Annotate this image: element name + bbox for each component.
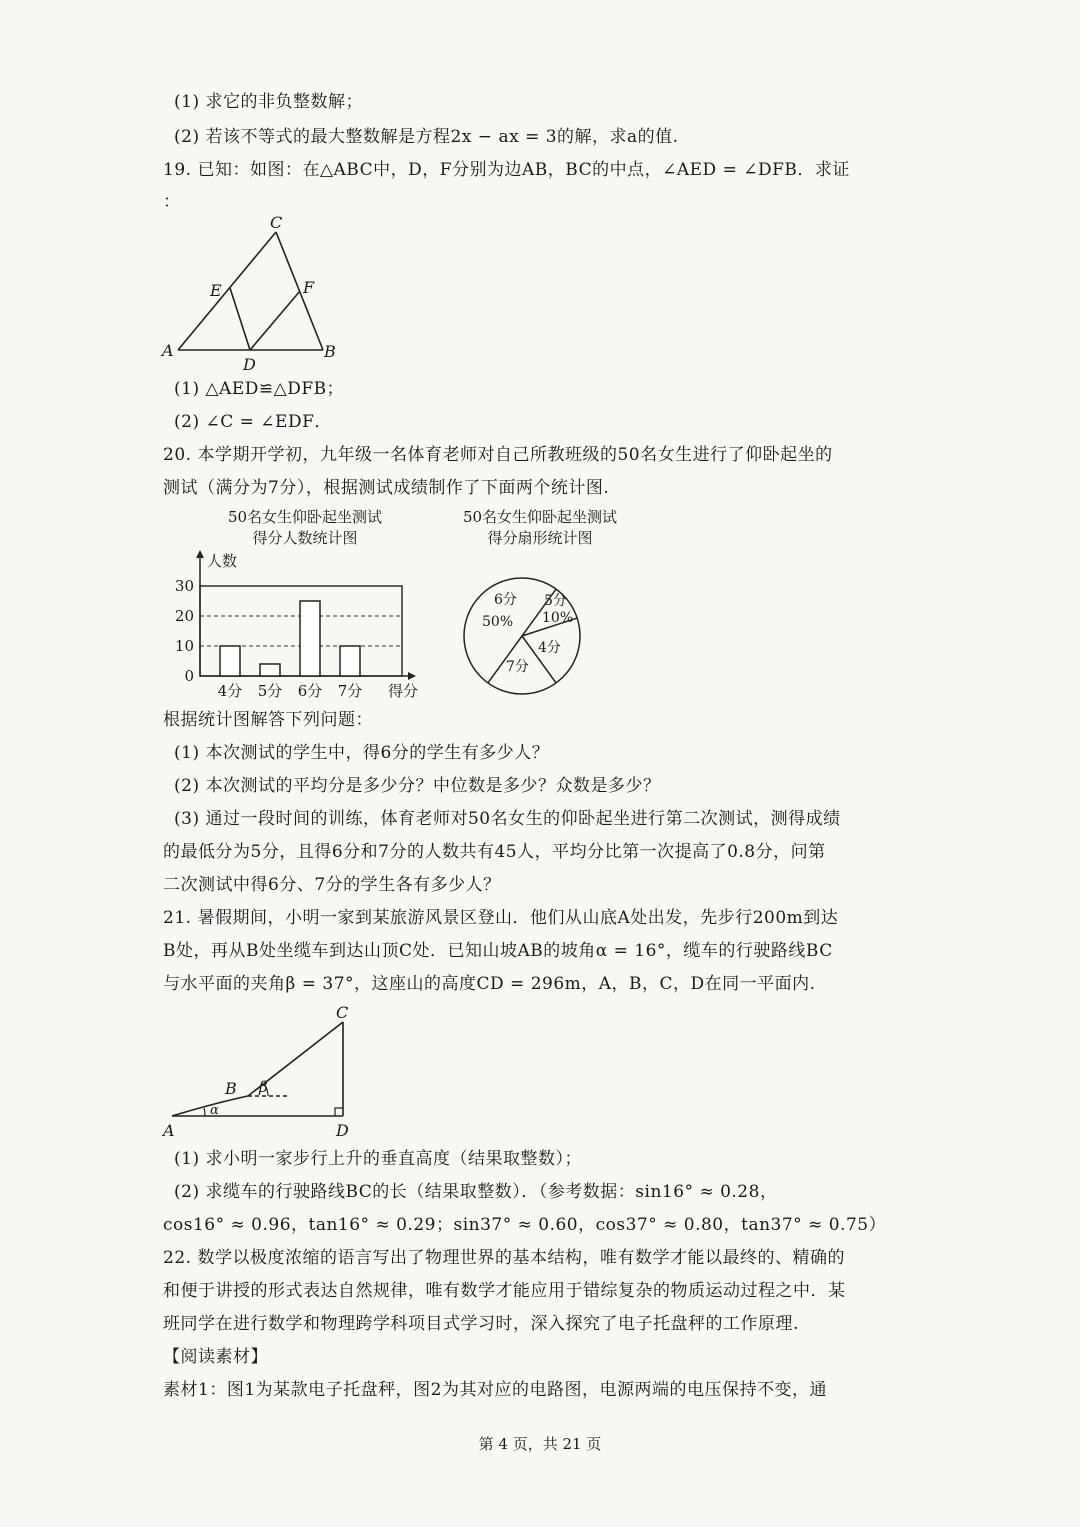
- slice-4-label: 4分: [538, 640, 561, 656]
- pie-chart-title: 50名女生仰卧起坐测试 得分扇形统计图: [462, 508, 618, 547]
- slice-7-label: 7分: [506, 659, 529, 675]
- label-a: A: [162, 341, 174, 360]
- q21-stem-2: B处，再从B处坐缆车到达山顶C处．已知山坡AB的坡角α = 16°，缆车的行驶路线BC: [163, 941, 833, 961]
- slice-5-percent: 10%: [542, 610, 574, 626]
- q20-part3-2: 的最低分为5分，且得6分和7分的人数共有45人，平均分比第一次提高了0.8分，问第: [163, 842, 826, 862]
- label-c: C: [270, 213, 283, 232]
- y-tick-label: 10: [174, 637, 194, 655]
- slope-label-a: A: [163, 1121, 175, 1140]
- bar-chart-title: 50名女生仰卧起坐测试 得分人数统计图: [227, 508, 383, 547]
- slice-5-label: 5分: [544, 593, 567, 609]
- bar-4: [340, 646, 360, 676]
- slope-label-b: B: [225, 1079, 237, 1098]
- x-axis-arrow: [408, 672, 416, 680]
- q18-part2: (2) 若该不等式的最大整数解是方程2x − ax = 3的解，求a的值.: [174, 127, 679, 147]
- q21-stem-3: 与水平面的夹角β = 37°，这座山的高度CD = 296m，A，B，C，D在同一平面内.: [163, 974, 816, 994]
- slope-label-c: C: [336, 1003, 349, 1022]
- q21-reference: cos16° ≈ 0.96，tan16° ≈ 0.29；sin37° ≈ 0.60，cos37° ≈ 0.80，tan37° ≈ 0.75）: [163, 1215, 887, 1235]
- q20-part3-1: (3) 通过一段时间的训练，体育老师对50名女生的仰卧起坐进行第二次测试，测得成绩: [174, 809, 841, 829]
- x-tick-label: 7分: [337, 682, 363, 700]
- bar-chart: [160, 548, 440, 708]
- q22-material-1: 素材1：图1为某款电子托盘秤，图2为其对应的电路图，电源两端的电压保持不变，通: [163, 1380, 827, 1400]
- x-axis-label: 得分: [388, 682, 419, 700]
- q20-part1: (1) 本次测试的学生中，得6分的学生有多少人？: [174, 743, 550, 763]
- q22-material-heading: 【阅读素材】: [163, 1347, 268, 1367]
- bar-3: [300, 601, 320, 676]
- slice-6-percent: 50%: [482, 614, 514, 630]
- slope-figure: [160, 1000, 370, 1140]
- q19-part1: (1) △AED≌△DFB；: [174, 379, 345, 399]
- slope-label-d: D: [336, 1121, 349, 1140]
- label-e: E: [210, 281, 222, 300]
- label-b: B: [324, 342, 336, 361]
- bar-2: [260, 664, 280, 676]
- q19-colon: ：: [163, 192, 181, 212]
- q19-stem: 19. 已知：如图：在△ABC中，D，F分别为边AB，BC的中点，∠AED = ∠DFB．求证: [163, 160, 850, 180]
- q20-part3-3: 二次测试中得6分、7分的学生各有多少人？: [163, 875, 501, 895]
- slope-label-beta: β: [259, 1078, 268, 1096]
- q20-stem-1: 20. 本学期开学初，九年级一名体育老师对自己所教班级的50名女生进行了仰卧起坐的: [163, 445, 833, 465]
- slope-label-alpha: α: [210, 1103, 219, 1118]
- q20-intro: 根据统计图解答下列问题：: [163, 710, 373, 730]
- q22-stem-3: 班同学在进行数学和物理跨学科项目式学习时，深入探究了电子托盘秤的工作原理.: [163, 1314, 799, 1334]
- q20-part2: (2) 本次测试的平均分是多少分？中位数是多少？众数是多少？: [174, 776, 661, 796]
- label-d: D: [243, 355, 256, 374]
- q20-stem-2: 测试（满分为7分），根据测试成绩制作了下面两个统计图.: [163, 478, 610, 498]
- q21-part1: (1) 求小明一家步行上升的垂直高度（结果取整数）；: [174, 1149, 582, 1169]
- q21-stem-1: 21. 暑假期间，小明一家到某旅游风景区登山．他们从山底A处出发，先步行200m到达: [163, 908, 839, 928]
- y-axis-label: 人数: [207, 552, 238, 570]
- x-tick-label: 4分: [217, 682, 243, 700]
- q19-part2: (2) ∠C = ∠EDF．: [174, 412, 332, 432]
- q18-part1: (1) 求它的非负整数解；: [174, 92, 363, 112]
- q22-stem-2: 和便于讲授的形式表达自然规律，唯有数学才能应用于错综复杂的物质运动过程之中．某: [163, 1281, 846, 1301]
- page-footer: 第 4 页，共 21 页: [478, 1435, 602, 1453]
- y-axis-arrow: [196, 550, 204, 558]
- q22-stem-1: 22. 数学以极度浓缩的语言写出了物理世界的基本结构，唯有数学才能以最终的、精确的: [163, 1248, 845, 1268]
- triangle-figure: [160, 213, 350, 378]
- y-tick-label: 30: [174, 577, 194, 595]
- label-f: F: [303, 278, 315, 297]
- bar-1: [220, 646, 240, 676]
- slice-6-label: 6分: [494, 592, 517, 608]
- x-tick-label: 5分: [257, 682, 283, 700]
- y-tick-label: 20: [174, 607, 194, 625]
- x-tick-label: 6分: [297, 682, 323, 700]
- y-tick-label: 0: [184, 667, 194, 685]
- pie-chart: [450, 568, 610, 708]
- q21-part2: (2) 求缆车的行驶路线BC的长（结果取整数）．（参考数据：sin16° ≈ 0.28，: [174, 1182, 778, 1202]
